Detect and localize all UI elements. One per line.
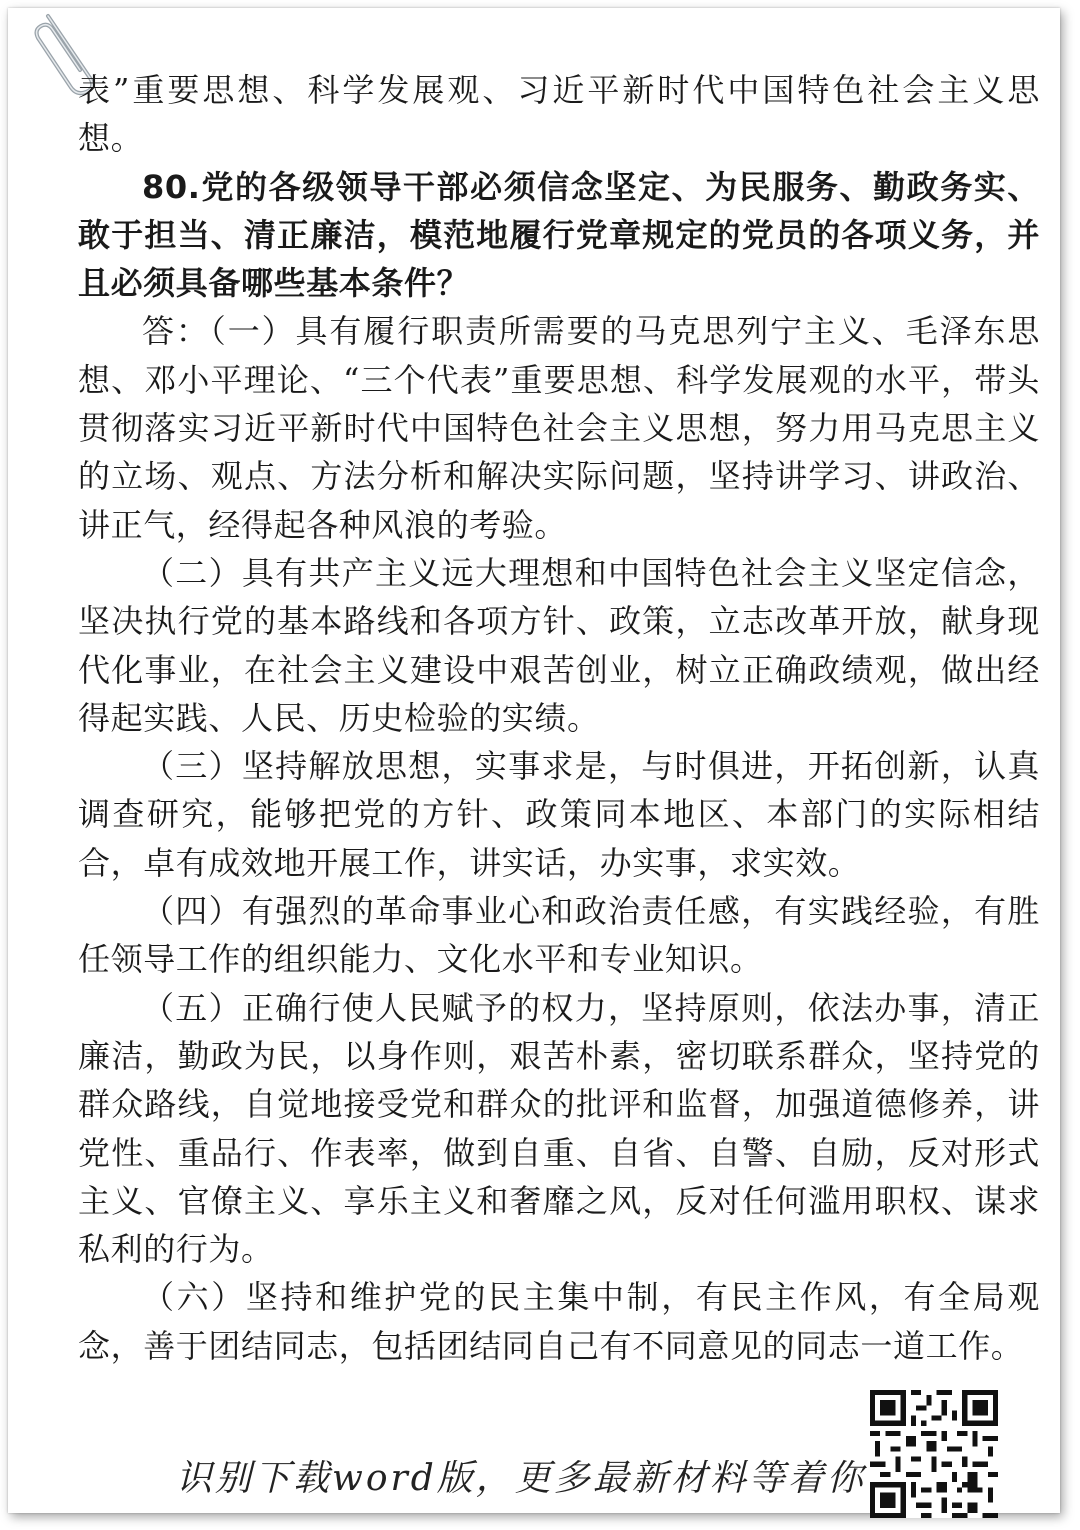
question-80: 80.党的各级领导干部必须信念坚定、为民服务、勤政务实、敢于担当、清正廉洁，模范地履行党章规定的党员的各项义务，并且必须具备哪些基本条件？ bbox=[78, 167, 1040, 303]
answer-item-6: （六）坚持和维护党的民主集中制，有民主作风，有全局观念，善于团结同志，包括团结同自己有不同意见的同志一道工作。 bbox=[78, 1278, 1040, 1365]
qr-code-icon[interactable] bbox=[870, 1390, 998, 1518]
answer-item-1: 答：（一）具有履行职责所需要的马克思列宁主义、毛泽东思想、邓小平理论、“三个代表”重要思想、科学发展观的水平，带头贯彻落实习近平新时代中国特色社会主义思想，努力用马克思主义的立场、观点、方法分析和解决实际问题，坚持讲学习、讲政治、讲正气，经得起各种风浪的考验。 bbox=[78, 312, 1040, 544]
document-body bbox=[78, 66, 1040, 1370]
document-page bbox=[8, 8, 1060, 1513]
paragraph-continuation: 表”重要思想、科学发展观、习近平新时代中国特色社会主义思想。 bbox=[78, 71, 1040, 158]
answer-item-5: （五）正确行使人民赋予的权力，坚持原则，依法办事，清正廉洁，勤政为民，以身作则，艰苦朴素，密切联系群众，坚持党的群众路线，自觉地接受党和群众的批评和监督，加强道德修养，讲党性、重品行、作表率，做到自重、自省、自警、自励，反对形式主义、官僚主义、享乐主义和奢靡之风，反对任何滥用职权、谋求私利的行为。 bbox=[78, 988, 1040, 1269]
answer-item-3: （三）坚持解放思想，实事求是，与时俱进，开拓创新，认真调查研究，能够把党的方针、政策同本地区、本部门的实际相结合，卓有成效地开展工作，讲实话，办实事，求实效。 bbox=[78, 747, 1040, 882]
footer-caption: 识别下载word版，更多最新材料等着你 bbox=[176, 1458, 866, 1499]
answer-item-4: （四）有强烈的革命事业心和政治责任感，有实践经验，有胜任领导工作的组织能力、文化水平和专业知识。 bbox=[78, 892, 1040, 979]
answer-item-2: （二）具有共产主义远大理想和中国特色社会主义坚定信念，坚决执行党的基本路线和各项方针、政策，立志改革开放，献身现代化事业，在社会主义建设中艰苦创业，树立正确政绩观，做出经得起实践、人民、历史检验的实绩。 bbox=[78, 553, 1040, 737]
